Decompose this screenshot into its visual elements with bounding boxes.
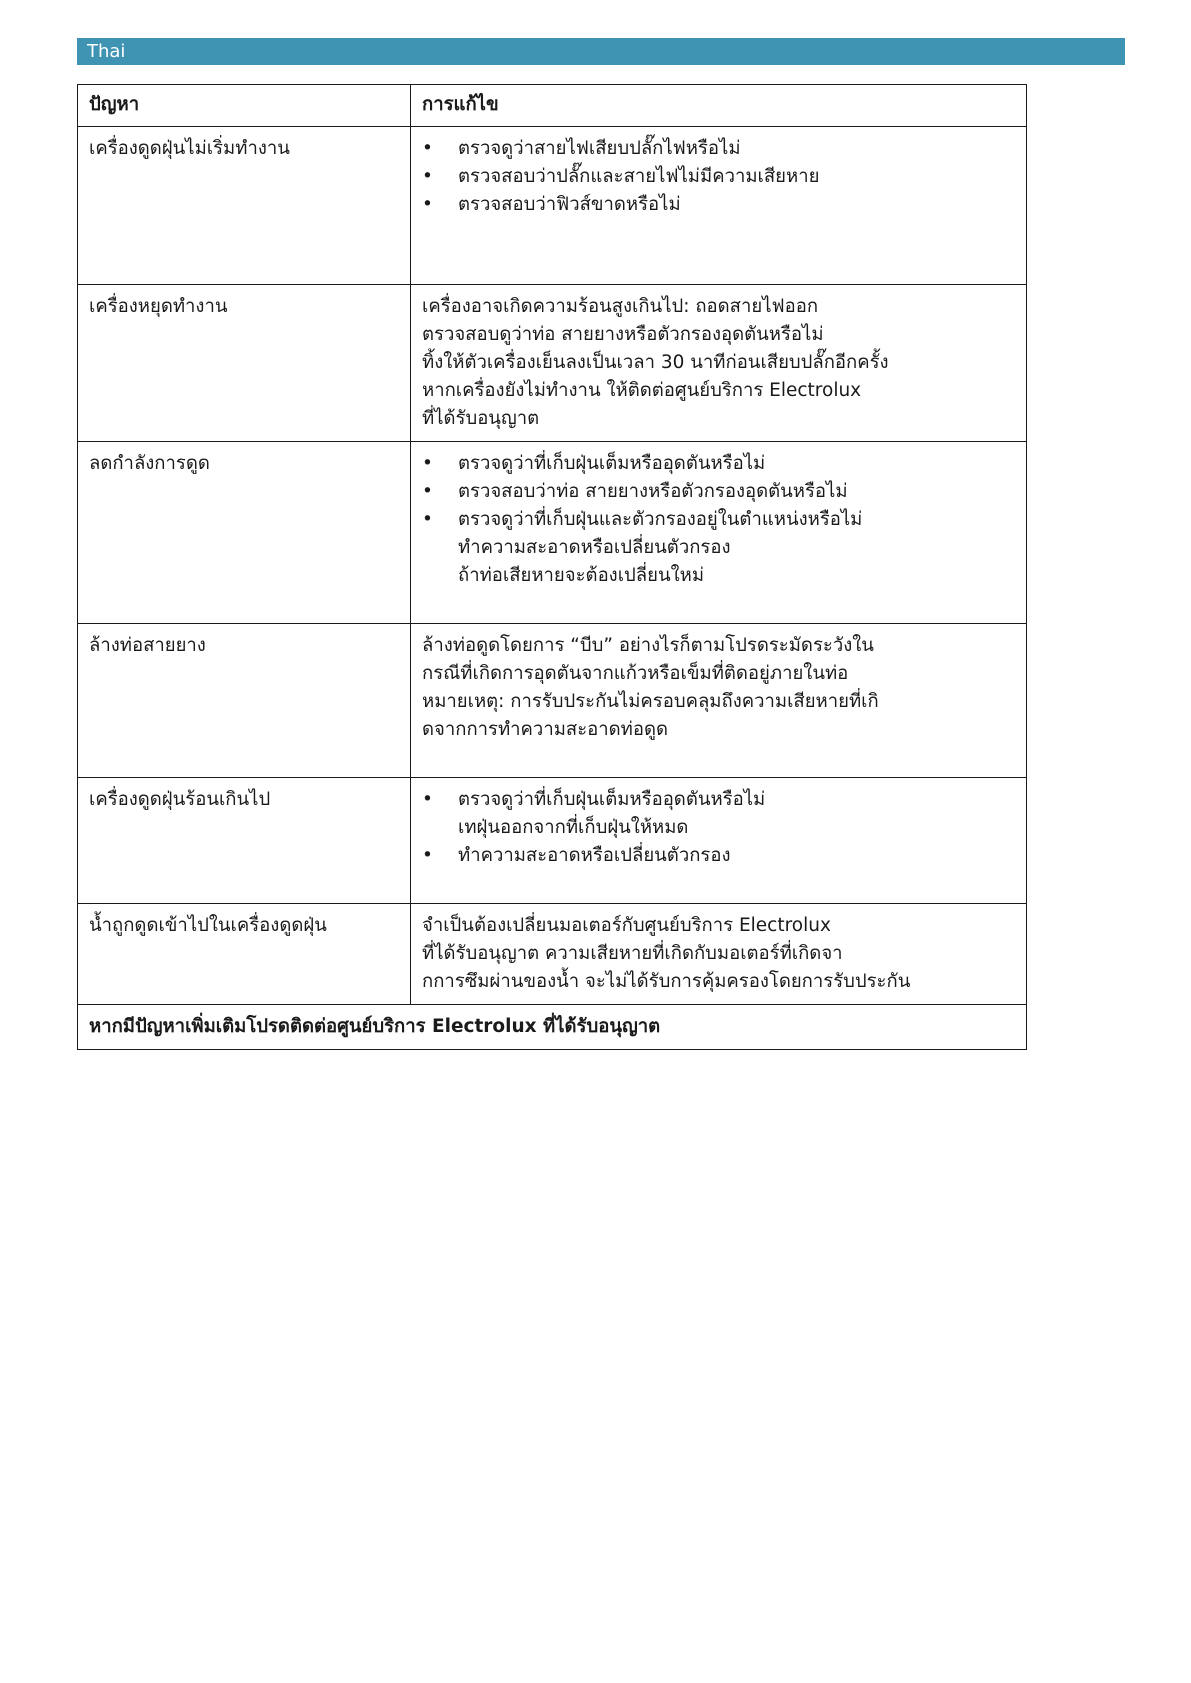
- problem-cell: เครื่องดูดฝุ่นร้อนเกินไป: [78, 778, 411, 904]
- solution-cell: [411, 904, 1027, 1005]
- solution-cell: [411, 778, 1027, 904]
- problem-cell: เครื่องหยุดทำงาน: [78, 285, 411, 442]
- solution-continuation-line: ทำความสะอาดหรือเปลี่ยนตัวกรอง: [458, 537, 731, 558]
- solution-bullet: • ตรวจดูว่าสายไฟเสียบปลั๊กไฟหรือไม่: [422, 135, 1015, 163]
- solution-bullet-list: [422, 786, 1015, 870]
- table-row: [78, 624, 1027, 778]
- solution-line: ตรวจสอบดูว่าท่อ สายยางหรือตัวกรองอุดตันหรือไม่: [422, 324, 824, 345]
- solution-line: ที่ได้รับอนุญาต: [422, 408, 540, 429]
- solution-bullet: • ตรวจดูว่าที่เก็บฝุ่นและตัวกรองอยู่ในตำแหน่งหรือไม่: [422, 506, 1015, 534]
- table-row: [78, 442, 1027, 624]
- solution-line: กรณีที่เกิดการอุดตันจากแก้วหรือเข็มที่ติดอยู่ภายในท่อ: [422, 663, 849, 684]
- solution-line: ทิ้งให้ตัวเครื่องเย็นลงเป็นเวลา 30 นาทีก่อนเสียบปลั๊กอีกครั้ง: [422, 352, 889, 373]
- language-header-bar: [77, 38, 1125, 65]
- solution-line: ดจากการทำความสะอาดท่อดูด: [422, 719, 668, 740]
- solution-line: ล้างท่อดูดโดยการ “บีบ” อย่างไรก็ตามโปรดระมัดระวังใน: [422, 635, 874, 656]
- solution-line: หากเครื่องยังไม่ทำงาน ให้ติดต่อศูนย์บริการ Electrolux: [422, 380, 862, 401]
- solution-line: จำเป็นต้องเปลี่ยนมอเตอร์กับศูนย์บริการ Electrolux: [422, 915, 831, 936]
- table-row: [78, 778, 1027, 904]
- solution-bullet: • ตรวจดูว่าที่เก็บฝุ่นเต็มหรืออุดตันหรือไม่: [422, 450, 1015, 478]
- solution-line: เครื่องอาจเกิดความร้อนสูงเกินไป: ถอดสายไฟออก: [422, 296, 819, 317]
- solution-bullet: • ตรวจสอบว่าปลั๊กและสายไฟไม่มีความเสียหาย: [422, 163, 1015, 191]
- footer-note: หากมีปัญหาเพิ่มเติมโปรดติดต่อศูนย์บริการ Electrolux ที่ได้รับอนุญาต: [78, 1005, 1027, 1050]
- problem-cell: น้ำถูกดูดเข้าไปในเครื่องดูดฝุ่น: [78, 904, 411, 1005]
- solution-cell: [411, 127, 1027, 285]
- solution-line: กการซึมผ่านของน้ำ จะไม่ได้รับการคุ้มครองโดยการรับประกัน: [422, 971, 911, 992]
- table-header-row: [78, 85, 1027, 127]
- solution-bullet-list: [422, 135, 1015, 219]
- problem-cell: ลดกำลังการดูด: [78, 442, 411, 624]
- table-row: [78, 904, 1027, 1005]
- column-header-solution: การแก้ไข: [411, 85, 1027, 127]
- solution-cell: [411, 285, 1027, 442]
- solution-bullet: • ตรวจสอบว่าท่อ สายยางหรือตัวกรองอุดตันหรือไม่: [422, 478, 1015, 506]
- solution-bullet: • ตรวจสอบว่าฟิวส์ขาดหรือไม่: [422, 191, 1015, 219]
- solution-cell: [411, 442, 1027, 624]
- table-row: [78, 127, 1027, 285]
- problem-cell: เครื่องดูดฝุ่นไม่เริ่มทำงาน: [78, 127, 411, 285]
- column-header-problem: ปัญหา: [78, 85, 411, 127]
- solution-line: ที่ได้รับอนุญาต ความเสียหายที่เกิดกับมอเตอร์ที่เกิดจา: [422, 943, 843, 964]
- solution-continuation-line: ถ้าท่อเสียหายจะต้องเปลี่ยนใหม่: [458, 565, 705, 586]
- solution-line: หมายเหตุ: การรับประกันไม่ครอบคลุมถึงความเสียหายที่เกิ: [422, 691, 879, 712]
- problem-cell: ล้างท่อสายยาง: [78, 624, 411, 778]
- table-footer-row: [78, 1005, 1027, 1050]
- solution-cell: [411, 624, 1027, 778]
- solution-bullet: • ทำความสะอาดหรือเปลี่ยนตัวกรอง: [422, 842, 1015, 870]
- solution-bullet-list: [422, 450, 1015, 534]
- table-row: [78, 285, 1027, 442]
- language-label: Thai: [87, 41, 126, 62]
- solution-bullet-text: • ตรวจดูว่าที่เก็บฝุ่นเต็มหรืออุดตันหรือไม่: [458, 789, 766, 810]
- solution-bullet-continuation: เทฝุ่นออกจากที่เก็บฝุ่นให้หมด: [458, 817, 689, 838]
- solution-bullet: [422, 786, 1015, 842]
- troubleshooting-table: [77, 84, 1027, 1050]
